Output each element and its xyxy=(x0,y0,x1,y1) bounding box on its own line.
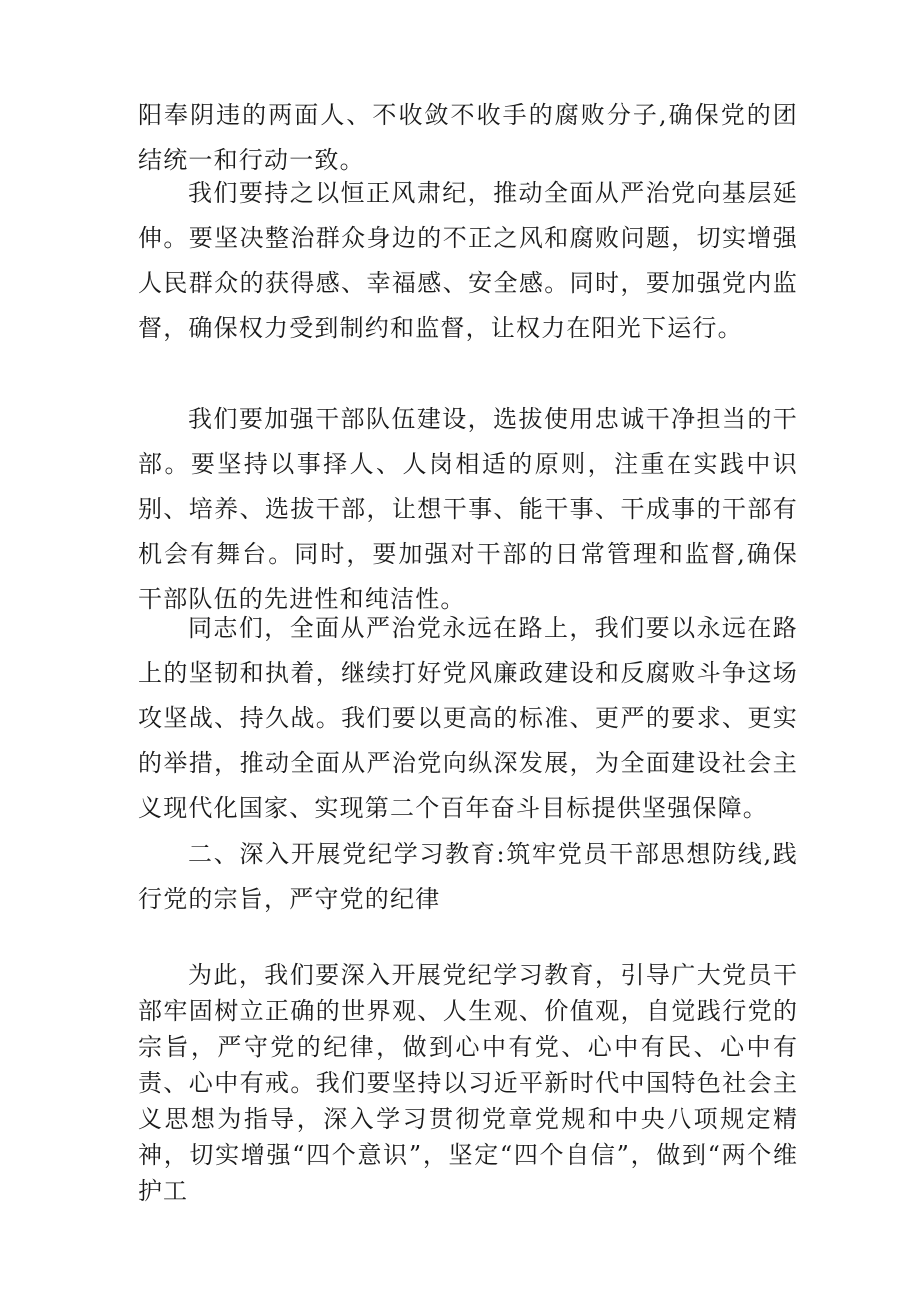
section-heading-two: 二、深入开展党纪学习教育:筑牢党员干部思想防线,践行党的宗旨，严守党的纪律 xyxy=(138,840,798,913)
paragraph-comrades: 同志们，全面从严治党永远在路上，我们要以永远在路上的坚韧和执着，继续打好党风廉政建设和反腐败斗争这场攻坚战、持久战。我们要以更高的标准、更严的要求、更实的举措，推动全面从严治党向纵深发展，为全面建设社会主义现代化国家、实现第二个百年奋斗目标提供坚强保障。 xyxy=(138,614,798,822)
paragraph-education: 为此，我们要深入开展党纪学习教育，引导广大党员干部牢固树立正确的世界观、人生观、价值观，自觉践行党的宗旨，严守党的纪律，做到心中有党、心中有民、心中有责、心中有戒。我们要坚持以习近平新时代中国特色社会主义思想为指导，深入学习贯彻党章党规和中央八项规定精神，切实增强“四个意识”，坚定“四个自信”，做到“两个维护工 xyxy=(138,961,798,1205)
paragraph-discipline: 我们要持之以恒正风肃纪，推动全面从严治党向基层延伸。要坚决整治群众身边的不正之风和腐败问题，切实增强人民群众的获得感、幸福感、安全感。同时，要加强党内监督，确保权力受到制约和监督，让权力在阳光下运行。 xyxy=(138,179,798,342)
paragraph-cadre-team: 我们要加强干部队伍建设，选拔使用忠诚干净担当的干部。要坚持以事择人、人岗相适的原则，注重在实践中识别、培养、选拔干部，让想干事、能干事、干成事的干部有机会有舞台。同时，要加强对干部的日常管理和监督,确保干部队伍的先进性和纯洁性。 xyxy=(138,405,798,613)
paragraph-continuation: 阳奉阴违的两面人、不收敛不收手的腐败分子,确保党的团结统一和行动一致。 xyxy=(138,101,798,174)
